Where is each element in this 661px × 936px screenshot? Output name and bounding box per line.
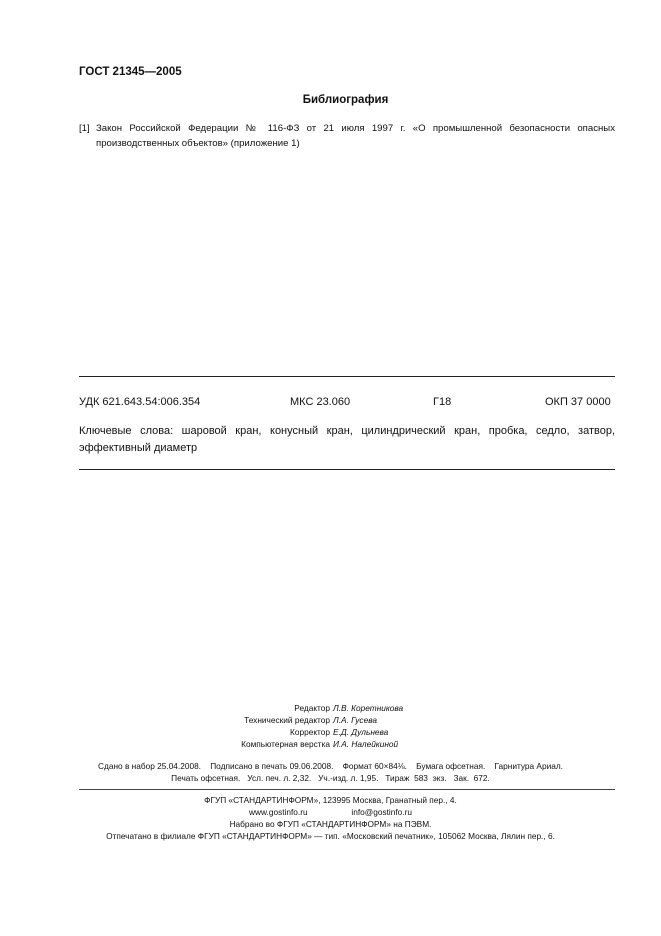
standard-designation: ГОСТ 21345—2005	[79, 66, 182, 78]
credit-corrector	[0, 726, 661, 738]
printer-email-link[interactable]: info@gostinfo.ru	[351, 807, 412, 817]
credits-block	[0, 702, 661, 750]
credit-label: Редактор	[294, 703, 330, 713]
printer-contacts	[0, 806, 661, 818]
credit-name: Е.Д. Дульнева	[333, 727, 389, 737]
credit-tech-editor	[0, 714, 661, 726]
printer-info	[0, 794, 661, 842]
credit-name: Л.В. Коретникова	[333, 703, 404, 713]
credit-layout	[0, 738, 661, 750]
credit-name: Л.А. Гусева	[333, 715, 377, 725]
mks-code: МКС 23.060	[290, 396, 351, 408]
bibliography-item-number: [1]	[79, 123, 90, 134]
top-rule	[79, 376, 615, 377]
printer-website-link[interactable]: www.gostinfo.ru	[249, 807, 308, 817]
keywords: Ключевые слова: шаровой кран, конусный кран, цилиндрический кран, пробка, седло, затвор, эффективный диаметр	[79, 425, 615, 454]
bottom-rule	[79, 469, 615, 470]
section-title: Библиография	[302, 94, 389, 106]
group-code: Г18	[433, 396, 452, 408]
publication-info	[0, 760, 661, 784]
printer-line-1: ФГУП «СТАНДАРТИНФОРМ», 123995 Москва, Гранатный пер., 4.	[204, 795, 457, 805]
bibliography-item	[79, 121, 615, 151]
publication-line-2: Печать офсетная. Усл. печ. л. 2,32. Уч.-изд. л. 1,95. Тираж 583 экз. Зак. 672.	[171, 773, 490, 783]
udk-code: УДК 621.643.54:006.354	[79, 396, 201, 408]
okp-code: ОКП 37 0000	[545, 396, 611, 408]
credit-label: Корректор	[290, 727, 330, 737]
bibliography-item-text: Закон Российской Федерации № 116-ФЗ от 21 июля 1997 г. «О промышленной безопасности опасных производственных объектов» (приложение 1)	[96, 123, 615, 149]
credit-label: Технический редактор	[244, 715, 330, 725]
credit-editor	[0, 702, 661, 714]
credit-label: Компьютерная верстка	[241, 739, 330, 749]
printer-line-4: Отпечатано в филиале ФГУП «СТАНДАРТИНФОРМ» — тип. «Московский печатник», 105062 Москва, Лялин пер., 6.	[106, 831, 555, 841]
imprint-separator	[79, 789, 615, 790]
publication-line-1: Сдано в набор 25.04.2008. Подписано в печать 09.06.2008. Формат 60×84⅛. Бумага офсетная. Гарнитура Ариал.	[98, 761, 563, 771]
printer-line-3: Набрано во ФГУП «СТАНДАРТИНФОРМ» на ПЭВМ.	[229, 819, 432, 829]
credit-name: И.А. Налейкиной	[333, 739, 399, 749]
